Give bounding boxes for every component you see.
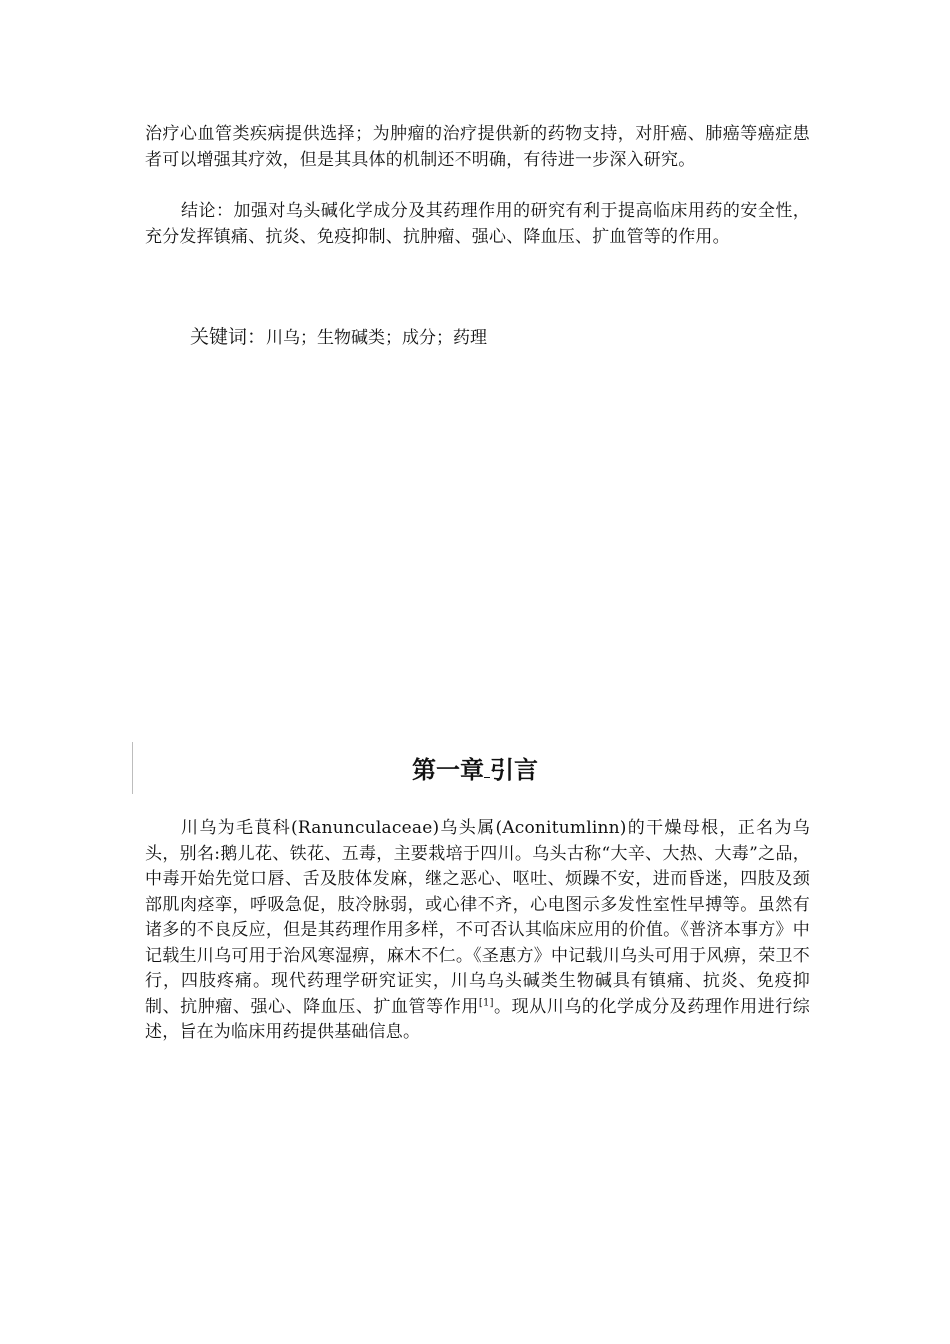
keywords-label: 关键词：: [190, 326, 267, 348]
chapter-number: 第一章: [412, 756, 484, 784]
citation-ref[interactable]: [1]: [478, 996, 494, 1008]
chapter-name: 引言: [490, 756, 538, 784]
keywords-line: [190, 324, 487, 351]
intro-text-end: 。现从川乌的化学成分及药理作用进行综述，旨在为临床用药提供基础信息。: [145, 996, 810, 1042]
chapter-title: [0, 754, 950, 786]
intro-text: 川乌为毛茛科(Ranunculaceae)乌头属(Aconitumlinn)的干燥母根，正名为乌头，别名:鹅儿花、铁花、五毒，主要栽培于四川。乌头古称“大辛、大热、大毒”之品，中毒开始先觉口唇、舌及肢体发麻，继之恶心、呕吐、烦躁不安，进而昏迷，四肢及颈部肌肉痉挛，呼吸急促，肢冷脉弱，或心律不齐，心电图示多发性室性早搏等。虽然有诸多的不良反应，但是其药理作用多样，不可否认其临床应用的价值。《普济本事方》中记载生川乌可用于治风寒湿痹，麻木不仁。《圣惠方》中记载川乌头可用于风痹，荣卫不行，四肢疼痛。现代药理学研究证实，川乌乌头碱类生物碱具有镇痛、抗炎、免疫抑制、抗肿瘤、强心、降血压、扩血管等作用: [145, 818, 810, 1017]
intro-paragraph: [145, 816, 810, 1046]
abstract-conclusion-paragraph: 结论：加强对乌头碱化学成分及其药理作用的研究有利于提高临床用药的安全性，充分发挥镇痛、抗炎、免疫抑制、抗肿瘤、强心、降血压、扩血管等的作用。: [145, 201, 810, 247]
keywords-value: 川乌；生物碱类；成分；药理: [266, 328, 488, 348]
abstract-paragraph-continued: 治疗心血管类疾病提供选择；为肿瘤的治疗提供新的药物支持，对肝癌、肺癌等癌症患者可以增强其疗效，但是其具体的机制还不明确，有待进一步深入研究。: [145, 124, 810, 170]
